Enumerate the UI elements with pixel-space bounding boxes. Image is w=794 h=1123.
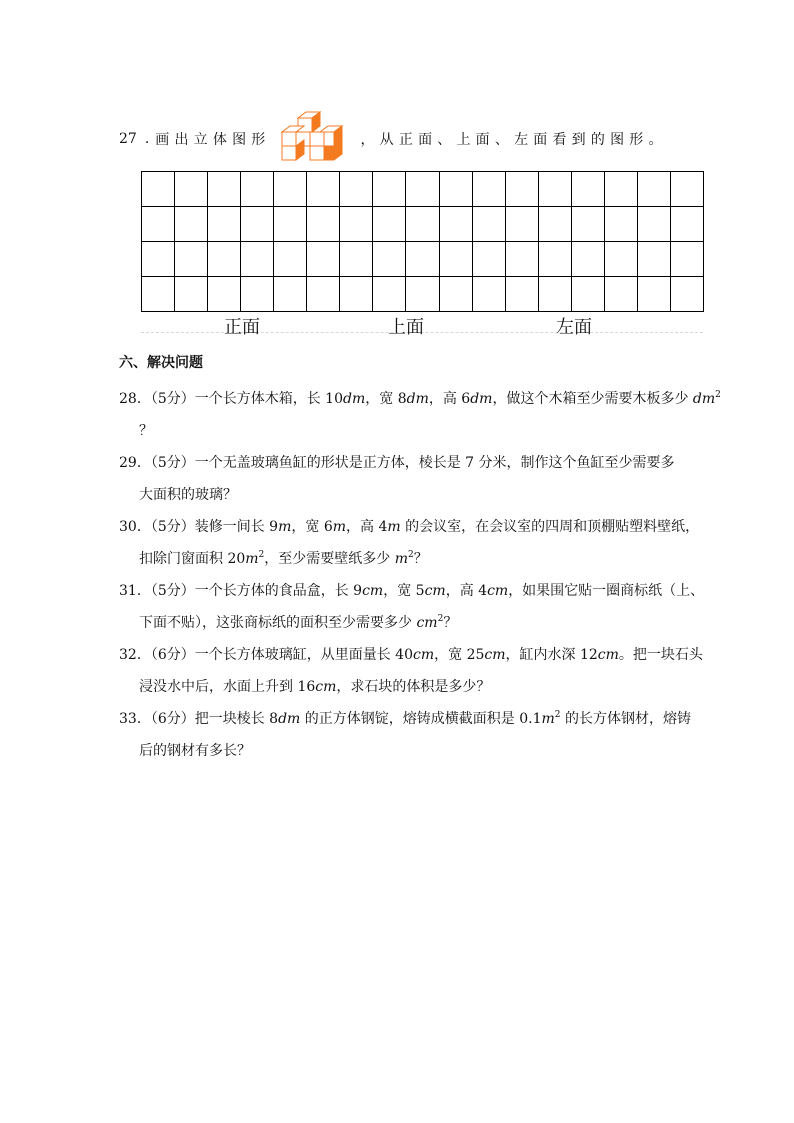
grid-cell (473, 242, 506, 277)
problem-text: ？ (443, 615, 458, 631)
grid-cell (274, 172, 307, 207)
problem-line (119, 575, 705, 607)
superscript: 2 (408, 550, 414, 560)
grid-cell (506, 172, 539, 207)
problem-text: 的正方体钢锭，熔铸成横截面积是 0.1 (300, 711, 542, 727)
problem-text: ，高 6 (428, 391, 471, 407)
problem-text: 扣除门窗面积 20 (139, 551, 246, 567)
grid-cell (406, 207, 439, 242)
grid-cell (440, 277, 473, 312)
grid-cell (671, 242, 704, 277)
problem-text: 。把一块石头 (618, 647, 703, 663)
problem-line (119, 735, 687, 767)
problem-28 (119, 383, 721, 447)
grid-cell (241, 242, 274, 277)
problem-text: 32．（6分）一个长方体玻璃缸，从里面量长 40 (119, 647, 413, 663)
unit-text: cm (484, 647, 506, 663)
unit-text: dm (406, 391, 429, 407)
problem-text: 33．（6分）把一块棱长 8 (119, 711, 279, 727)
view-label-front: 正面 (224, 317, 260, 338)
problem-30 (119, 511, 700, 575)
problem-text: ，宽 5 (383, 583, 425, 599)
grid-cell (175, 242, 208, 277)
grid-cell (142, 277, 175, 312)
grid-cell (406, 242, 439, 277)
problem-line (119, 383, 721, 415)
problem-text: ，高 4 (445, 583, 488, 599)
grid-cell (539, 207, 572, 242)
unit-text: cm (416, 615, 438, 631)
superscript: 2 (258, 550, 265, 560)
problem-text: 后的钢材有多长？ (139, 743, 251, 759)
answer-grid (141, 171, 704, 312)
problem-text: ？ (139, 423, 153, 439)
unit-text: m (278, 519, 292, 535)
problem-line (119, 415, 687, 447)
grid-cell (605, 242, 638, 277)
problem-line (119, 511, 700, 543)
grid-cell (638, 172, 671, 207)
grid-cell (307, 242, 340, 277)
grid-cell (572, 207, 605, 242)
grid-cell (406, 277, 439, 312)
problem-line (119, 639, 703, 671)
view-label-left: 左面 (556, 317, 592, 338)
problem-line (119, 447, 687, 479)
problem-text: 下面不贴），这张商标纸的面积至少需要多少 (139, 615, 417, 631)
problem-line (119, 543, 687, 575)
grid-cell (307, 172, 340, 207)
unit-text: cm (424, 583, 446, 599)
view-label-top: 上面 (388, 317, 424, 338)
unit-text: dm (278, 711, 301, 727)
grid-cell (539, 277, 572, 312)
grid-cell (307, 207, 340, 242)
grid-cell (506, 277, 539, 312)
stacked-cubes-icon (276, 110, 356, 168)
problem-text: ，宽 8 (365, 391, 407, 407)
grid-cell (241, 172, 274, 207)
grid-cell (274, 277, 307, 312)
grid-cell (605, 207, 638, 242)
unit-text: cm (597, 647, 619, 663)
grid-cell (605, 277, 638, 312)
problem-text: 31．（5分）一个长方体的食品盒，长 9 (119, 583, 363, 599)
grid-cell (638, 207, 671, 242)
grid-cell (373, 207, 406, 242)
problem-text: 29．（5分）一个无盖玻璃鱼缸的形状是正方体，棱长是 7 分米，制作这个鱼缸至少需要多 (119, 455, 675, 471)
grid-cell (208, 277, 241, 312)
problem-text: 的会议室，在会议室的四周和顶棚贴塑料壁纸， (400, 519, 700, 535)
question-text-after: ，从正面、上面、左面看到的图形。 (360, 132, 668, 148)
problem-32 (119, 639, 703, 703)
question-27 (119, 110, 668, 168)
grid-cell (539, 172, 572, 207)
grid-cell (208, 207, 241, 242)
unit-text: m (387, 519, 401, 535)
superscript: 2 (437, 614, 444, 624)
grid-cell (373, 242, 406, 277)
grid-cell (539, 242, 572, 277)
unit-text: dm (470, 391, 493, 407)
unit-text: m (245, 551, 259, 567)
grid-cell (440, 207, 473, 242)
grid-cell (406, 172, 439, 207)
grid-cell (208, 242, 241, 277)
question-text-before: 画出立体图形 (155, 132, 271, 148)
grid-cell (340, 277, 373, 312)
problem-text: ，缸内水深 12 (505, 647, 598, 663)
grid-cell (671, 277, 704, 312)
problem-text: ，如果围它贴一圈商标纸（上、 (508, 583, 705, 599)
question-dot: . (144, 131, 150, 147)
grid-cell (440, 172, 473, 207)
unit-text: m (541, 711, 555, 727)
grid-cell (274, 207, 307, 242)
grid-cell (340, 242, 373, 277)
grid-cell (572, 277, 605, 312)
unit-text: cm (487, 583, 509, 599)
problem-text: ，宽 25 (434, 647, 485, 663)
grid-cell (175, 277, 208, 312)
grid-cell (175, 207, 208, 242)
problem-text: ？ (413, 551, 428, 567)
problem-text: 大面积的玻璃？ (139, 487, 237, 503)
grid-cell (142, 207, 175, 242)
problem-text: ，至少需要壁纸多少 (264, 551, 395, 567)
grid-cell (572, 172, 605, 207)
grid-cell (638, 242, 671, 277)
grid-cell (373, 277, 406, 312)
problem-29 (119, 447, 687, 511)
problem-text: ，求石块的体积是多少？ (336, 679, 491, 695)
problem-text: ，宽 6 (291, 519, 333, 535)
problem-line (119, 703, 691, 735)
grid-cell (142, 172, 175, 207)
grid-cell (473, 277, 506, 312)
grid-cell (340, 207, 373, 242)
superscript: 2 (715, 390, 721, 400)
unit-text: m (394, 551, 409, 567)
grid-cell (671, 172, 704, 207)
unit-text: m (332, 519, 347, 535)
problem-line (119, 479, 687, 511)
grid-cell (605, 172, 638, 207)
grid-cell (241, 277, 274, 312)
grid-cell (241, 207, 274, 242)
section-title: 六、解决问题 (119, 355, 203, 371)
problem-text: ，做这个木箱至少需要木板多少 (492, 391, 693, 407)
problem-text: 浸没水中后，水面上升到 16 (139, 679, 316, 695)
problem-31 (119, 575, 705, 639)
problem-text: 30．（5分）装修一间长 9 (119, 519, 279, 535)
grid-cell (142, 242, 175, 277)
grid-cell (638, 277, 671, 312)
unit-text: cm (362, 583, 384, 599)
problem-text: 28．（5分）一个长方体木箱，长 10 (119, 391, 343, 407)
problem-line (119, 607, 687, 639)
problem-line (119, 671, 687, 703)
unit-text: cm (413, 647, 435, 663)
question-number: 27 (119, 131, 137, 147)
grid-cell (473, 207, 506, 242)
unit-text: dm (343, 391, 366, 407)
grid-cell (340, 172, 373, 207)
grid-cell (671, 207, 704, 242)
problem-text: 的长方体钢材，熔铸 (560, 711, 691, 727)
unit-text: dm (692, 391, 716, 407)
grid-cell (373, 172, 406, 207)
grid-cell (274, 242, 307, 277)
problem-text: ，高 4 (346, 519, 388, 535)
grid-cell (307, 277, 340, 312)
grid-cell (208, 172, 241, 207)
unit-text: cm (315, 679, 337, 695)
grid-cell (506, 207, 539, 242)
grid-cell (506, 242, 539, 277)
problem-33 (119, 703, 691, 767)
grid-cell (572, 242, 605, 277)
grid-cell (175, 172, 208, 207)
grid-cell (440, 242, 473, 277)
grid-cell (473, 172, 506, 207)
superscript: 2 (554, 710, 561, 720)
